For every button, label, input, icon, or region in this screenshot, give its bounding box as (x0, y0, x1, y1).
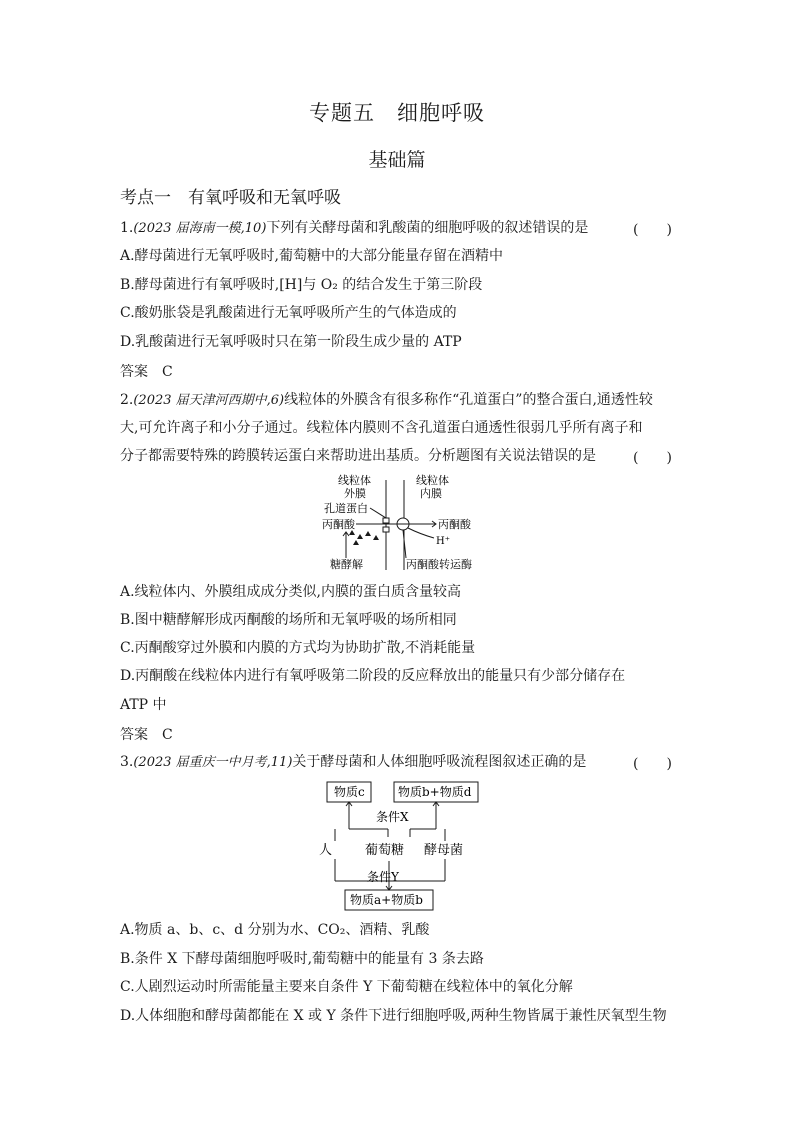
option-c: C.酸奶胀袋是乳酸菌进行无氧呼吸所产生的气体造成的 (120, 305, 457, 321)
question-3-stem (120, 753, 586, 772)
option-d: D.丙酮酸在线粒体内进行有氧呼吸第二阶段的反应释放出的能量只有少部分储存在 (120, 668, 626, 684)
question-source: (2023 届重庆一中月考,11) (133, 755, 293, 770)
answer-blank: ( ) (633, 756, 672, 772)
porin-label: 孔道蛋白 (324, 502, 368, 515)
question-text: 下列有关酵母菌和乳酸菌的细胞呼吸的叙述错误的是 (266, 220, 589, 236)
glycolysis-label: 糖酵解 (330, 558, 363, 571)
outer-label-2: 外膜 (344, 487, 366, 500)
human-label: 人 (319, 843, 333, 858)
question-source: (2023 届海南一模,10) (133, 221, 267, 236)
answer-blank: ( ) (633, 222, 672, 238)
question-number: 3. (120, 754, 134, 770)
option-c: C.丙酮酸穿过外膜和内膜的方式均为协助扩散,不消耗能量 (120, 640, 476, 656)
question-number: 1. (120, 220, 134, 236)
option-a: A.线粒体内、外膜组成成分类似,内膜的蛋白质含量较高 (120, 584, 462, 600)
option-b: B.条件 X 下酵母菌细胞呼吸时,葡萄糖中的能量有 3 条去路 (120, 951, 484, 967)
option-c: C.人剧烈运动时所需能量主要来自条件 Y 下葡萄糖在线粒体中的氧化分解 (120, 979, 573, 995)
question-number: 2. (120, 392, 134, 408)
glucose-label: 葡萄糖 (365, 843, 405, 858)
option-b: B.酵母菌进行有氧呼吸时,[H]与 O₂ 的结合发生于第三阶段 (120, 277, 483, 293)
hydrogen-ion-label: H⁺ (436, 536, 450, 547)
answer-line: 答案 C (120, 364, 173, 380)
pyruvate-right-label: 丙酮酸 (438, 518, 471, 531)
question-1-stem (120, 219, 588, 238)
mitochondria-diagram (310, 470, 500, 576)
page-title: 专题五 细胞呼吸 (309, 101, 485, 125)
box-substance-c: 物质c (334, 785, 365, 799)
question-2-stem-line-2: 大,可允许离子和小分子通过。线粒体内膜则不含孔道蛋白通透性很弱几乎所有离子和 (120, 420, 643, 436)
condition-x-label: 条件X (376, 810, 409, 824)
box-substance-b-d: 物质b+物质d (398, 785, 472, 799)
condition-y-label: 条件Y (367, 870, 399, 884)
yeast-label: 酵母菌 (424, 843, 464, 858)
transporter-label: 丙酮酸转运酶 (406, 558, 472, 571)
inner-label-2: 内膜 (420, 487, 442, 500)
option-d: D.人体细胞和酵母菌都能在 X 或 Y 条件下进行细胞呼吸,两种生物皆属于兼性厌氧型生物 (120, 1008, 667, 1024)
option-d: D.乳酸菌进行无氧呼吸时只在第一阶段生成少量的 ATP (120, 334, 462, 350)
pyruvate-left-label: 丙酮酸 (322, 518, 355, 531)
answer-blank: ( ) (633, 450, 672, 466)
page-subtitle: 基础篇 (368, 149, 426, 171)
question-2-stem-line-1 (120, 391, 653, 410)
question-text: 线粒体的外膜含有很多称作“孔道蛋白”的整合蛋白,通透性较 (284, 392, 653, 408)
question-2-stem-line-3: 分子都需要特殊的跨膜转运蛋白来帮助进出基质。分析题图有关说法错误的是 (120, 448, 596, 464)
box-substance-a-b: 物质a+物质b (350, 893, 423, 907)
answer-line: 答案 C (120, 727, 173, 743)
option-b: B.图中糖酵解形成丙酮酸的场所和无氧呼吸的场所相同 (120, 612, 457, 628)
inner-label-1: 线粒体 (416, 474, 449, 487)
option-a: A.物质 a、b、c、d 分别为水、CO₂、酒精、乳酸 (120, 922, 430, 938)
question-text: 关于酵母菌和人体细胞呼吸流程图叙述正确的是 (292, 754, 587, 770)
outer-label-1: 线粒体 (338, 474, 371, 487)
question-source: (2023 届天津河西期中,6) (133, 393, 285, 408)
respiration-flow-diagram (310, 779, 490, 915)
section-heading: 考点一 有氧呼吸和无氧呼吸 (120, 188, 341, 208)
option-d-continued: ATP 中 (120, 697, 167, 713)
option-a: A.酵母菌进行无氧呼吸时,葡萄糖中的大部分能量存留在酒精中 (120, 248, 504, 264)
